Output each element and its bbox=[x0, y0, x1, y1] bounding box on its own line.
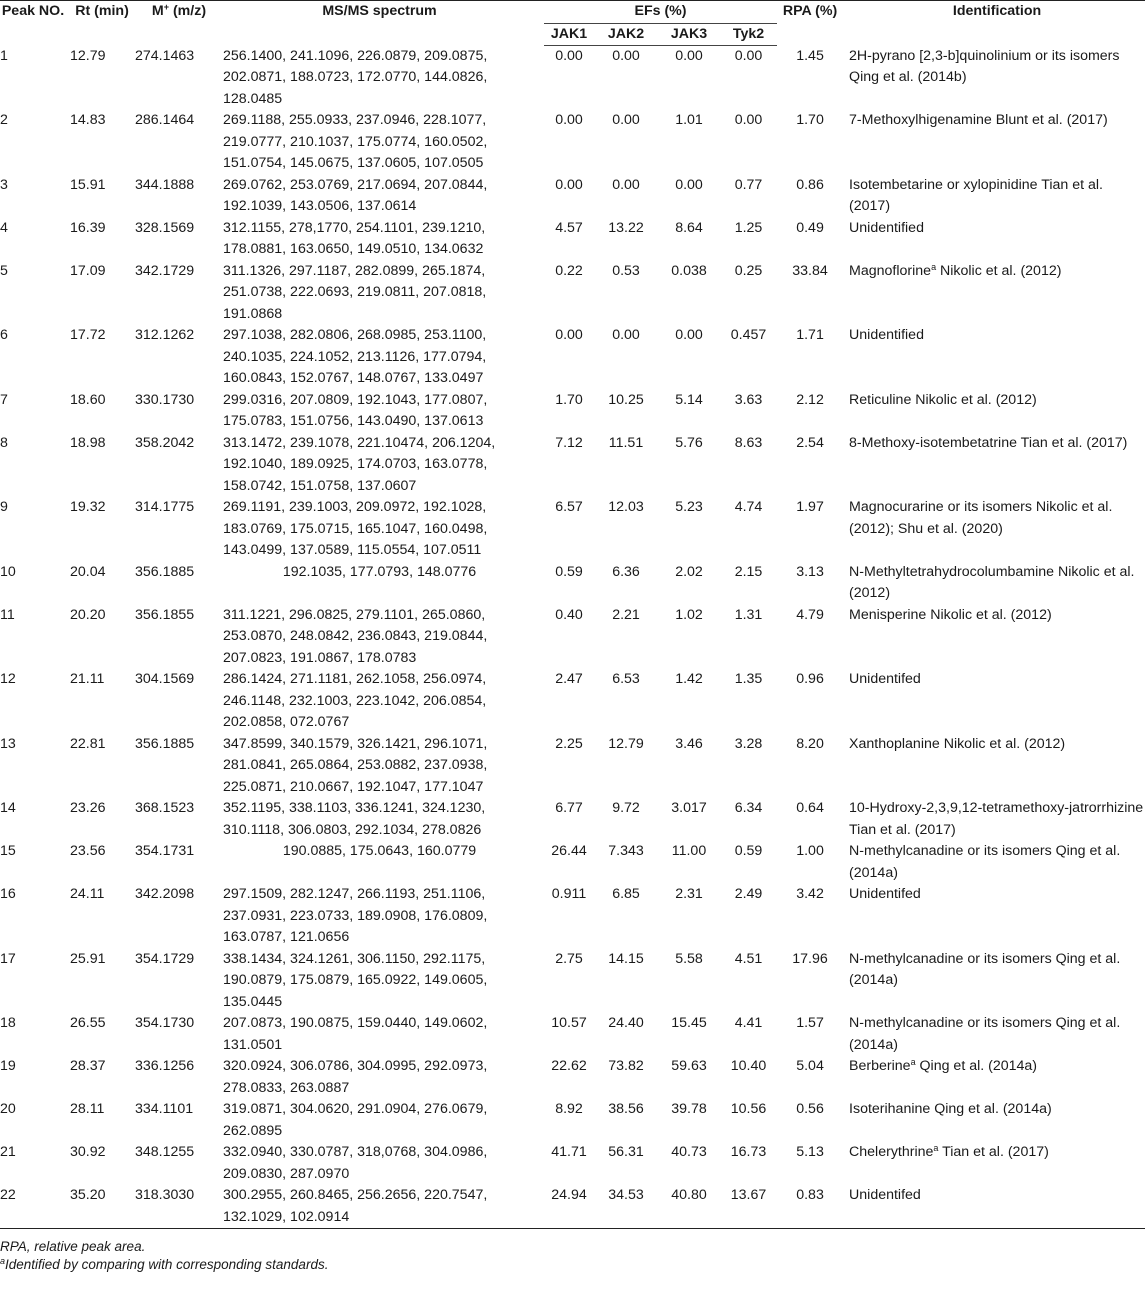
peak-cell: 6 bbox=[0, 327, 8, 343]
identification-reference: Nikolic et al. (2012) bbox=[936, 262, 1062, 279]
rpa-cell: 1.97 bbox=[796, 499, 824, 515]
col-rt-header: Rt (min) bbox=[66, 1, 134, 46]
jak3-cell: 59.63 bbox=[671, 1058, 707, 1074]
peak-cell: 13 bbox=[0, 735, 16, 752]
mz-cell: 354.1731 bbox=[135, 843, 195, 859]
rt-cell: 35.20 bbox=[66, 1185, 134, 1229]
mz-header-m: M bbox=[151, 3, 164, 19]
identification-name: Unidentified bbox=[849, 219, 924, 236]
mz-cell: 368.1523 bbox=[135, 800, 195, 816]
rt-cell: 26.55 bbox=[70, 1015, 106, 1031]
rt-cell: 18.98 bbox=[70, 434, 106, 451]
peak-cell: 5 bbox=[0, 262, 8, 279]
identification-cell bbox=[843, 261, 1145, 326]
identification-cell bbox=[843, 884, 1145, 949]
identification-reference: Tian et al. (2017) bbox=[938, 1144, 1049, 1160]
identification-name: N-methylcanadine or its isomers Qing et al. (2014a) bbox=[849, 843, 1121, 881]
jak1-cell: 6.77 bbox=[555, 800, 583, 816]
peak-cell: 18 bbox=[0, 1015, 16, 1031]
table-row bbox=[0, 433, 1145, 498]
table-row bbox=[0, 734, 1145, 799]
jak3-cell: 15.45 bbox=[671, 1015, 707, 1031]
standard-marker: a bbox=[910, 1057, 916, 1067]
jak1-cell: 8.92 bbox=[555, 1101, 583, 1117]
jak1-cell: 0.40 bbox=[555, 606, 583, 623]
ms-spectrum-cell: 207.0873, 190.0875, 159.0440, 149.0602, 131.0501 bbox=[223, 1015, 488, 1053]
jak2-cell: 6.53 bbox=[612, 671, 640, 687]
jak1-cell: 26.44 bbox=[551, 843, 587, 859]
rt-cell: 17.72 bbox=[70, 327, 106, 343]
tyk2-cell: 4.41 bbox=[734, 1015, 763, 1031]
rt-cell: 16.39 bbox=[70, 219, 106, 236]
rt-cell: 20.20 bbox=[70, 606, 106, 623]
rt-cell: 21.11 bbox=[70, 671, 105, 687]
jak1-cell: 0.00 bbox=[555, 327, 583, 343]
table-row bbox=[0, 218, 1145, 261]
identification-name: Menisperine Nikolic et al. (2012) bbox=[849, 606, 1052, 623]
tyk2-cell: 3.28 bbox=[734, 735, 763, 752]
jak2-cell: 0.53 bbox=[612, 262, 640, 279]
peak-cell: 8 bbox=[0, 434, 8, 451]
jak2-cell: 0.00 bbox=[612, 48, 640, 64]
tyk2-cell: 10.40 bbox=[730, 1058, 767, 1074]
tyk2-cell: 6.34 bbox=[734, 800, 763, 816]
rt-cell: 17.09 bbox=[70, 262, 106, 279]
jak2-cell: 24.40 bbox=[608, 1015, 644, 1031]
col-efs-header: EFs (%) bbox=[544, 1, 777, 24]
identification-cell bbox=[843, 1142, 1145, 1185]
jak2-cell: 6.85 bbox=[612, 886, 640, 902]
footnote-standards-text: Identified by comparing with corresponding standards. bbox=[5, 1257, 329, 1272]
ms-spectrum-cell: 286.1424, 271.1181, 262.1058, 256.0974, 246.1148, 232.1003, 223.1042, 206.0854, 202.0858, 072.0767 bbox=[223, 671, 487, 730]
identification-name: Reticuline Nikolic et al. (2012) bbox=[849, 391, 1037, 408]
col-ms-header: MS/MS spectrum bbox=[223, 1, 544, 46]
ms-spectrum-cell: 300.2955, 260.8465, 256.2656, 220.7547, 132.1029, 102.0914 bbox=[223, 1185, 544, 1229]
identification-reference: Qing et al. (2014a) bbox=[915, 1058, 1038, 1074]
mz-cell: 336.1256 bbox=[135, 1058, 195, 1074]
identification-name: Magnoflorine bbox=[849, 262, 932, 279]
jak2-cell: 10.25 bbox=[608, 391, 644, 408]
identification-cell bbox=[843, 1099, 1145, 1142]
mz-header-sup: + bbox=[163, 2, 170, 12]
tyk2-cell: 3.63 bbox=[734, 391, 763, 408]
jak3-cell: 40.73 bbox=[671, 1144, 707, 1160]
jak3-cell: 1.42 bbox=[675, 671, 703, 687]
identification-name: Magnocurarine or its isomers Nikolic et al. (2012); Shu et al. (2020) bbox=[849, 499, 1113, 537]
col-tyk2-header: Tyk2 bbox=[720, 23, 777, 46]
jak3-cell: 0.00 bbox=[675, 327, 703, 343]
tyk2-cell: 2.15 bbox=[734, 563, 763, 580]
jak1-cell: 7.12 bbox=[555, 434, 583, 451]
jak1-cell: 6.57 bbox=[555, 499, 583, 515]
table-row bbox=[0, 605, 1145, 670]
peak-cell: 7 bbox=[0, 391, 8, 408]
peak-cell: 19 bbox=[0, 1058, 16, 1074]
ms-spectrum-cell: 312.1155, 278,1770, 254.1101, 239.1210, 178.0881, 163.0650, 149.0510, 134.0632 bbox=[223, 219, 486, 257]
identification-name: 8-Methoxy-isotembetatrine Tian et al. (2017) bbox=[849, 434, 1128, 451]
rpa-cell: 0.83 bbox=[777, 1185, 843, 1229]
peak-cell: 4 bbox=[0, 219, 8, 236]
peak-cell: 16 bbox=[0, 886, 16, 902]
tyk2-cell: 0.59 bbox=[734, 843, 763, 859]
jak3-cell: 5.76 bbox=[675, 434, 703, 451]
identification-name: Unidentifed bbox=[849, 886, 921, 902]
identification-cell bbox=[843, 949, 1145, 1014]
table-row bbox=[0, 669, 1145, 734]
identification-cell bbox=[843, 218, 1145, 261]
rpa-cell: 0.96 bbox=[796, 671, 824, 687]
mz-cell: 334.1101 bbox=[135, 1101, 194, 1117]
ms-spectrum-cell: 352.1195, 338.1103, 336.1241, 324.1230, 310.1118, 306.0803, 292.1034, 278.0826 bbox=[223, 800, 486, 838]
ms-spectrum-cell: 269.1191, 239.1003, 209.0972, 192.1028, 183.0769, 175.0715, 165.1047, 160.0498, 143.0499, 137.0589, 115.0554, 107.0511 bbox=[223, 499, 488, 558]
peak-cell: 3 bbox=[0, 176, 8, 193]
peak-cell: 14 bbox=[0, 800, 16, 816]
jak3-cell: 2.02 bbox=[675, 563, 703, 580]
table-row bbox=[0, 1099, 1145, 1142]
table-row bbox=[0, 1013, 1145, 1056]
jak2-cell: 38.56 bbox=[608, 1101, 644, 1117]
rpa-cell: 2.54 bbox=[796, 434, 824, 451]
jak1-cell: 0.00 bbox=[555, 176, 583, 193]
rpa-cell: 1.71 bbox=[796, 327, 824, 343]
ms-spectrum-cell: 320.0924, 306.0786, 304.0995, 292.0973, 278.0833, 263.0887 bbox=[223, 1058, 488, 1096]
identification-name: Berberine bbox=[849, 1058, 911, 1074]
mz-cell: 356.1855 bbox=[135, 606, 195, 623]
peak-cell: 2 bbox=[0, 112, 8, 128]
table-row bbox=[0, 949, 1145, 1014]
jak3-cell: 2.31 bbox=[675, 886, 703, 902]
table-row bbox=[0, 1142, 1145, 1185]
identification-cell bbox=[843, 110, 1145, 175]
rpa-cell: 1.00 bbox=[796, 843, 824, 859]
tyk2-cell: 13.67 bbox=[720, 1185, 777, 1229]
tyk2-cell: 16.73 bbox=[730, 1144, 767, 1160]
jak1-cell: 0.00 bbox=[555, 48, 583, 64]
tyk2-cell: 0.25 bbox=[734, 262, 763, 279]
jak1-cell: 0.22 bbox=[555, 262, 583, 279]
col-rpa-header: RPA (%) bbox=[777, 1, 843, 46]
rpa-cell: 2.12 bbox=[796, 391, 824, 408]
rpa-cell: 8.20 bbox=[796, 735, 824, 752]
identification-name: N-methylcanadine or its isomers Qing et al. (2014a) bbox=[849, 950, 1121, 988]
table-row bbox=[0, 325, 1145, 390]
peak-cell: 1 bbox=[0, 47, 8, 64]
tyk2-cell: 1.25 bbox=[734, 219, 763, 236]
rt-cell: 18.60 bbox=[70, 391, 106, 408]
peak-cell: 15 bbox=[0, 843, 16, 859]
identification-cell bbox=[843, 433, 1145, 498]
rpa-cell: 1.57 bbox=[796, 1015, 824, 1031]
jak2-cell: 11.51 bbox=[608, 434, 644, 451]
jak1-cell: 2.25 bbox=[555, 735, 583, 752]
identification-name: Isotembetarine or xylopinidine Tian et al. (2017) bbox=[849, 176, 1103, 214]
table-row bbox=[0, 390, 1145, 433]
rt-cell: 14.83 bbox=[70, 112, 106, 128]
identification-name: Xanthoplanine Nikolic et al. (2012) bbox=[849, 735, 1066, 752]
identification-name: Isoterihanine Qing et al. (2014a) bbox=[849, 1101, 1052, 1117]
identification-cell bbox=[843, 1056, 1145, 1099]
table-row bbox=[0, 110, 1145, 175]
mz-cell: 344.1888 bbox=[135, 176, 195, 193]
identification-cell bbox=[843, 669, 1145, 734]
col-jak1-header: JAK1 bbox=[544, 23, 594, 46]
jak3-cell: 8.64 bbox=[675, 219, 703, 236]
table-row bbox=[0, 1185, 1145, 1229]
rt-cell: 28.11 bbox=[70, 1101, 105, 1117]
rpa-cell: 0.49 bbox=[796, 219, 824, 236]
peak-cell: 22 bbox=[0, 1185, 66, 1229]
mz-cell: 348.1255 bbox=[135, 1144, 195, 1160]
peak-cell: 10 bbox=[0, 563, 16, 580]
peak-cell: 11 bbox=[0, 606, 15, 623]
jak1-cell: 0.00 bbox=[555, 112, 583, 128]
jak1-cell: 1.70 bbox=[555, 391, 583, 408]
jak2-cell: 7.343 bbox=[608, 843, 644, 859]
tyk2-cell: 8.63 bbox=[734, 434, 763, 451]
jak2-cell: 56.31 bbox=[608, 1144, 644, 1160]
col-jak3-header: JAK3 bbox=[658, 23, 720, 46]
col-identification-header: Identification bbox=[843, 1, 1145, 46]
ms-spectrum-cell: 319.0871, 304.0620, 291.0904, 276.0679, 262.0895 bbox=[223, 1101, 488, 1139]
table-row bbox=[0, 562, 1145, 605]
ms-spectrum-cell: 190.0885, 175.0643, 160.0779 bbox=[282, 843, 477, 859]
peak-cell: 9 bbox=[0, 499, 8, 515]
ms-spectrum-cell: 332.0940, 330.0787, 318,0768, 304.0986, 209.0830, 287.0970 bbox=[223, 1144, 488, 1182]
rt-cell: 20.04 bbox=[70, 563, 106, 580]
mz-cell: 358.2042 bbox=[135, 434, 195, 451]
mz-cell: 318.3030 bbox=[134, 1185, 223, 1229]
identification-cell bbox=[843, 841, 1145, 884]
mz-cell: 286.1464 bbox=[135, 112, 195, 128]
col-mz-header bbox=[134, 1, 223, 46]
jak2-cell: 9.72 bbox=[612, 800, 640, 816]
jak2-cell: 14.15 bbox=[608, 950, 644, 967]
jak3-cell: 40.80 bbox=[658, 1185, 720, 1229]
identification-name: N-methylcanadine or its isomers Qing et al. (2014a) bbox=[849, 1015, 1121, 1053]
peak-cell: 21 bbox=[0, 1144, 16, 1160]
peak-cell: 12 bbox=[0, 671, 16, 687]
identification-cell bbox=[843, 734, 1145, 799]
mz-cell: 304.1569 bbox=[135, 671, 195, 687]
jak3-cell: 1.01 bbox=[675, 112, 703, 128]
identification-name: Unidentifed bbox=[849, 671, 921, 687]
jak1-cell: 4.57 bbox=[555, 219, 583, 236]
jak3-cell: 1.02 bbox=[675, 606, 703, 623]
jak3-cell: 5.14 bbox=[675, 391, 703, 408]
jak3-cell: 5.58 bbox=[675, 950, 703, 967]
peak-cell: 20 bbox=[0, 1101, 16, 1117]
identification-cell bbox=[843, 175, 1145, 218]
jak2-cell: 0.00 bbox=[612, 327, 640, 343]
identification-cell bbox=[843, 798, 1145, 841]
table-row bbox=[0, 261, 1145, 326]
jak3-cell: 39.78 bbox=[671, 1101, 707, 1117]
tyk2-cell: 2.49 bbox=[734, 886, 763, 902]
jak2-cell: 0.00 bbox=[612, 176, 640, 193]
mz-header-unit: (m/z) bbox=[169, 3, 207, 19]
rt-cell: 24.11 bbox=[70, 886, 105, 902]
jak2-cell: 12.03 bbox=[608, 499, 644, 515]
col-peak-header: Peak NO. bbox=[0, 1, 66, 46]
mz-cell: 328.1569 bbox=[135, 219, 195, 236]
table-row bbox=[0, 497, 1145, 562]
jak3-cell: 11.00 bbox=[671, 843, 707, 859]
peak-cell: 17 bbox=[0, 950, 16, 967]
mz-cell: 330.1730 bbox=[135, 391, 195, 408]
rpa-cell: 5.13 bbox=[796, 1144, 824, 1160]
jak2-cell: 13.22 bbox=[608, 219, 644, 236]
tyk2-cell: 0.00 bbox=[734, 48, 763, 64]
rpa-cell: 0.56 bbox=[796, 1101, 824, 1117]
table-body bbox=[0, 46, 1145, 1229]
mz-cell: 356.1885 bbox=[135, 563, 195, 580]
rt-cell: 19.32 bbox=[70, 499, 106, 515]
identification-cell bbox=[843, 390, 1145, 433]
mz-cell: 312.1262 bbox=[135, 327, 195, 343]
identification-cell bbox=[843, 1013, 1145, 1056]
rt-cell: 15.91 bbox=[70, 176, 106, 193]
jak1-cell: 2.75 bbox=[555, 950, 583, 967]
footnote-rpa: RPA, relative peak area. bbox=[0, 1239, 146, 1254]
identification-name: Unidentifed bbox=[849, 1187, 921, 1203]
identification-cell bbox=[843, 605, 1145, 670]
rt-cell: 23.26 bbox=[70, 800, 106, 816]
ms-spectrum-cell: 311.1221, 296.0825, 279.1101, 265.0860, 253.0870, 248.0842, 236.0843, 219.0844, 207.0823, 191.0867, 178.0783 bbox=[223, 606, 488, 666]
mz-cell: 354.1729 bbox=[135, 950, 195, 967]
ms-spectrum-cell: 297.1509, 282.1247, 266.1193, 251.1106, 237.0931, 223.0733, 189.0908, 176.0809, 163.0787, 121.0656 bbox=[223, 886, 488, 945]
jak1-cell: 24.94 bbox=[544, 1185, 594, 1229]
jak2-cell: 73.82 bbox=[608, 1058, 644, 1074]
identification-name: Chelerythrine bbox=[849, 1144, 934, 1160]
col-jak2-header: JAK2 bbox=[594, 23, 658, 46]
footnote-standards bbox=[0, 1256, 328, 1274]
identification-cell bbox=[843, 325, 1145, 390]
rpa-cell: 1.70 bbox=[796, 112, 824, 128]
ms-spectrum-cell: 338.1434, 324.1261, 306.1150, 292.1175, 190.0879, 175.0879, 165.0922, 149.0605, 135.0445 bbox=[223, 950, 488, 1010]
identification-name: 2H-pyrano [2,3-b]quinolinium or its isomers Qing et al. (2014b) bbox=[849, 47, 1120, 85]
table-row bbox=[0, 1056, 1145, 1099]
jak2-cell: 0.00 bbox=[612, 112, 640, 128]
jak3-cell: 5.23 bbox=[675, 499, 703, 515]
identification-cell bbox=[843, 46, 1145, 111]
jak3-cell: 3.46 bbox=[675, 735, 703, 752]
mz-cell: 356.1885 bbox=[135, 735, 195, 752]
rpa-cell: 1.45 bbox=[796, 47, 824, 64]
ms-spectrum-cell: 269.0762, 253.0769, 217.0694, 207.0844, 192.1039, 143.0506, 137.0614 bbox=[223, 176, 488, 214]
jak3-cell: 0.038 bbox=[671, 262, 707, 279]
identification-cell bbox=[843, 497, 1145, 562]
identification-name: 10-Hydroxy-2,3,9,12-tetramethoxy-jatrorrhizine Tian et al. (2017) bbox=[849, 800, 1144, 838]
table-row bbox=[0, 798, 1145, 841]
jak1-cell: 10.57 bbox=[551, 1015, 587, 1031]
identification-name: N-Methyltetrahydrocolumbamine Nikolic et al. (2012) bbox=[849, 563, 1135, 601]
jak1-cell: 0.911 bbox=[551, 886, 587, 902]
rpa-cell: 3.42 bbox=[796, 886, 824, 902]
rpa-cell: 3.13 bbox=[796, 563, 824, 580]
tyk2-cell: 4.51 bbox=[734, 950, 763, 967]
rt-cell: 12.79 bbox=[70, 47, 106, 64]
identification-cell bbox=[843, 562, 1145, 605]
standard-marker: a bbox=[933, 1143, 939, 1153]
ms-spectrum-cell: 311.1326, 297.1187, 282.0899, 265.1874, 251.0738, 222.0693, 219.0811, 207.0818, 191.0868 bbox=[223, 262, 487, 322]
rt-cell: 28.37 bbox=[70, 1058, 106, 1074]
tyk2-cell: 4.74 bbox=[734, 499, 763, 515]
table-row bbox=[0, 175, 1145, 218]
rt-cell: 30.92 bbox=[70, 1144, 106, 1160]
rpa-cell: 0.86 bbox=[796, 176, 824, 193]
jak2-cell: 6.36 bbox=[612, 563, 640, 580]
tyk2-cell: 0.00 bbox=[734, 112, 763, 128]
rt-cell: 22.81 bbox=[70, 735, 106, 752]
rpa-cell: 5.04 bbox=[796, 1058, 824, 1074]
jak1-cell: 0.59 bbox=[555, 563, 583, 580]
jak1-cell: 2.47 bbox=[555, 671, 583, 687]
mz-cell: 342.1729 bbox=[135, 262, 195, 279]
identification-name: Unidentified bbox=[849, 327, 924, 343]
tyk2-cell: 0.457 bbox=[730, 327, 767, 343]
table-row bbox=[0, 46, 1145, 111]
tyk2-cell: 1.35 bbox=[734, 671, 763, 687]
ms-spectrum-cell: 256.1400, 241.1096, 226.0879, 209.0875, 202.0871, 188.0723, 172.0770, 144.0826, 128.0485 bbox=[223, 47, 488, 107]
ms-spectrum-cell: 297.1038, 282.0806, 268.0985, 253.1100, 240.1035, 224.1052, 213.1126, 177.0794, 160.0843, 152.0767, 148.0767, 133.0497 bbox=[223, 327, 487, 386]
table-footnotes bbox=[0, 1238, 328, 1274]
rpa-cell: 0.64 bbox=[796, 800, 824, 816]
mz-cell: 342.2098 bbox=[135, 886, 195, 902]
standard-marker: a bbox=[931, 261, 937, 272]
rt-cell: 23.56 bbox=[70, 843, 106, 859]
mz-cell: 274.1463 bbox=[135, 47, 195, 64]
jak2-cell: 34.53 bbox=[594, 1185, 658, 1229]
jak3-cell: 3.017 bbox=[671, 800, 707, 816]
identification-cell bbox=[843, 1185, 1145, 1229]
table-row bbox=[0, 884, 1145, 949]
jak3-cell: 0.00 bbox=[675, 48, 703, 64]
tyk2-cell: 1.31 bbox=[734, 606, 763, 623]
ms-spectrum-cell: 269.1188, 255.0933, 237.0946, 228.1077, 219.0777, 210.1037, 175.0774, 160.0502, 151.0754, 145.0675, 137.0605, 107.0505 bbox=[223, 112, 488, 171]
rpa-cell: 33.84 bbox=[792, 262, 828, 279]
footnote-standards-marker: a bbox=[0, 1256, 6, 1266]
jak2-cell: 12.79 bbox=[608, 735, 644, 752]
ms-spectrum-cell: 313.1472, 239.1078, 221.10474, 206.1204, 192.1040, 189.0925, 174.0703, 163.0778, 158.0742, 151.0758, 137.0607 bbox=[223, 434, 496, 494]
jak1-cell: 22.62 bbox=[551, 1058, 587, 1074]
table-header bbox=[0, 1, 1145, 46]
tyk2-cell: 0.77 bbox=[734, 176, 763, 193]
mz-cell: 314.1775 bbox=[135, 499, 195, 515]
rpa-cell: 17.96 bbox=[792, 950, 828, 967]
identification-name: 7-Methoxylhigenamine Blunt et al. (2017) bbox=[849, 112, 1108, 128]
table-row bbox=[0, 841, 1145, 884]
ms-spectrum-cell: 192.1035, 177.0793, 148.0776 bbox=[282, 563, 477, 580]
tyk2-cell: 10.56 bbox=[730, 1101, 767, 1117]
jak3-cell: 0.00 bbox=[675, 176, 703, 193]
jak1-cell: 41.71 bbox=[551, 1144, 587, 1160]
ms-spectrum-cell: 299.0316, 207.0809, 192.1043, 177.0807, 175.0783, 151.0756, 143.0490, 137.0613 bbox=[223, 391, 488, 429]
rpa-cell: 4.79 bbox=[796, 606, 824, 623]
ms-spectrum-cell: 347.8599, 340.1579, 326.1421, 296.1071, 281.0841, 265.0864, 253.0882, 237.0938, 225.0871, 210.0667, 192.1047, 177.1047 bbox=[223, 735, 488, 795]
jak2-cell: 2.21 bbox=[612, 606, 640, 623]
rt-cell: 25.91 bbox=[70, 950, 106, 967]
mz-cell: 354.1730 bbox=[135, 1015, 195, 1031]
